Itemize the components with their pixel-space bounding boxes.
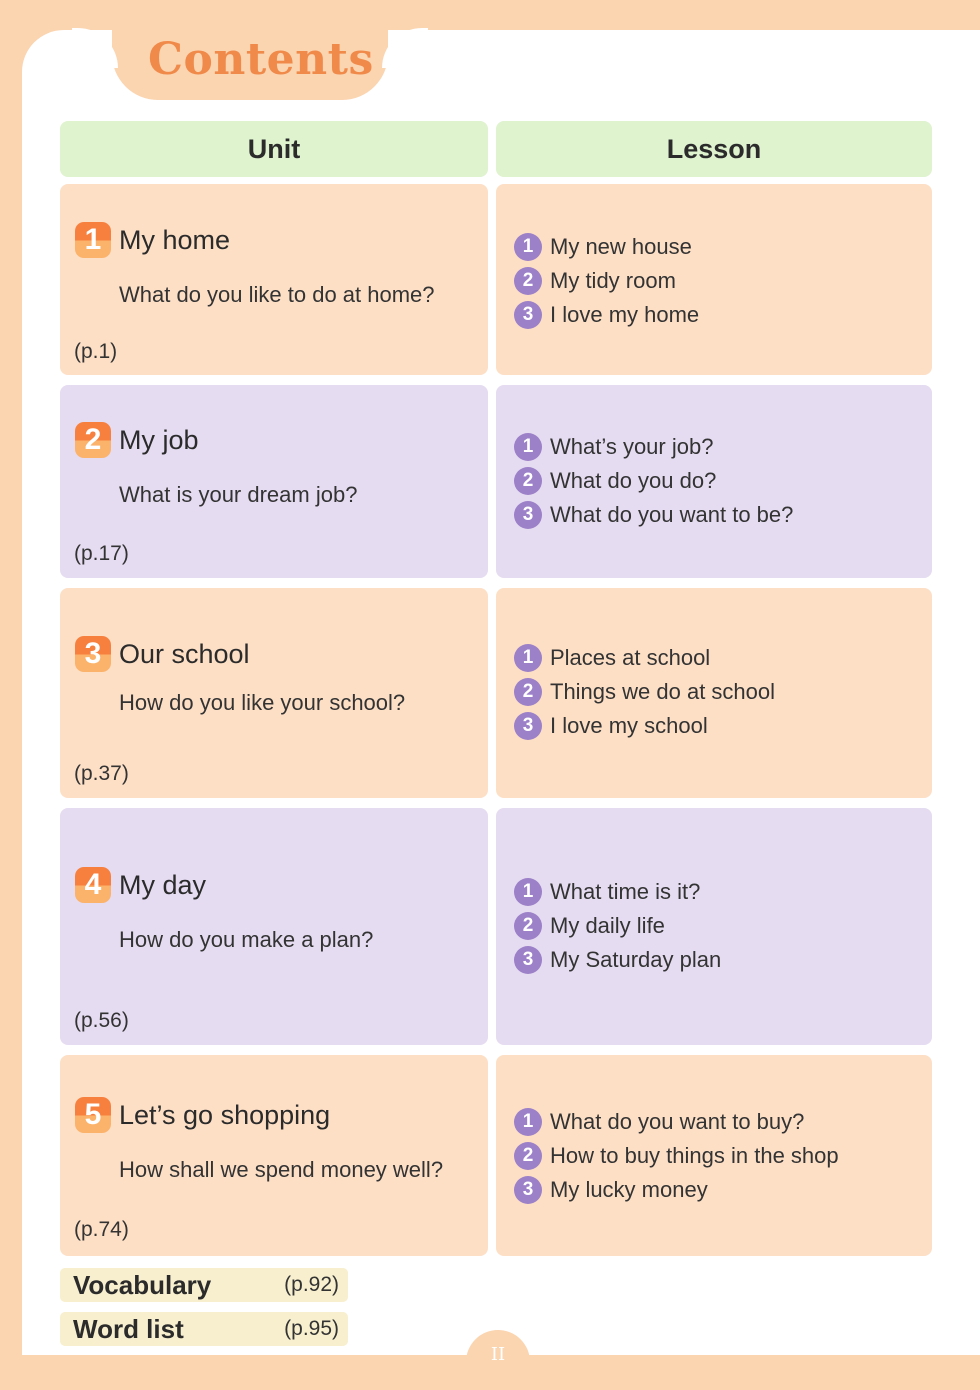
- unit-heading: [75, 636, 250, 672]
- unit-heading: [75, 422, 199, 458]
- lesson-list: [514, 1105, 839, 1207]
- extra-page-ref: (p.92): [284, 1273, 339, 1296]
- unit-page-ref: (p.1): [74, 340, 118, 363]
- lesson-number-badge: 1: [514, 644, 542, 672]
- word-list-entry: [60, 1312, 348, 1346]
- lesson-title: Things we do at school: [550, 679, 776, 704]
- lesson-title: My tidy room: [550, 268, 676, 293]
- lesson-number-badge: 2: [514, 912, 542, 940]
- lesson-cell-4: [496, 808, 932, 1045]
- unit-title: My day: [119, 869, 207, 900]
- unit-number-badge: 2: [75, 422, 111, 458]
- unit-question: What do you like to do at home?: [119, 282, 435, 307]
- unit-number-badge: 4: [75, 867, 111, 903]
- lesson-title: What’s your job?: [550, 434, 714, 459]
- unit-page-ref: (p.37): [74, 762, 129, 785]
- unit-title: Let’s go shopping: [119, 1099, 331, 1130]
- lesson-number-badge: 2: [514, 678, 542, 706]
- lesson-title: What do you do?: [550, 468, 717, 493]
- lesson-title: What time is it?: [550, 879, 701, 904]
- lesson-title: Places at school: [550, 645, 711, 670]
- unit-heading: [75, 867, 206, 903]
- lesson-list: [514, 230, 699, 332]
- lesson-title: I love my home: [550, 302, 700, 327]
- unit-title: My job: [119, 424, 199, 455]
- lesson-item: [514, 264, 699, 298]
- lesson-number-badge: 3: [514, 712, 542, 740]
- unit-number-badge: 3: [75, 636, 111, 672]
- lesson-item: [514, 430, 793, 464]
- lesson-column-header: Lesson: [496, 121, 932, 177]
- page-number-tab: [466, 1330, 530, 1390]
- unit-cell-4: [60, 808, 488, 1045]
- lesson-item: [514, 1105, 839, 1139]
- unit-number-badge: 5: [75, 1097, 111, 1133]
- lesson-cell-5: [496, 1055, 932, 1256]
- lesson-title: My daily life: [550, 913, 665, 938]
- lesson-title: My lucky money: [550, 1177, 708, 1202]
- lesson-number-badge: 1: [514, 878, 542, 906]
- extra-label: Vocabulary: [73, 1269, 212, 1300]
- lesson-title: My new house: [550, 234, 692, 259]
- unit-question: How shall we spend money well?: [119, 1157, 444, 1182]
- lesson-number-badge: 1: [514, 233, 542, 261]
- extra-page-ref: (p.95): [284, 1317, 339, 1340]
- lesson-item: [514, 943, 721, 977]
- lesson-number-badge: 2: [514, 267, 542, 295]
- unit-cell-5: [60, 1055, 488, 1256]
- lesson-item: [514, 709, 775, 743]
- lesson-item: [514, 875, 721, 909]
- lesson-number-badge: 3: [514, 946, 542, 974]
- extra-label: Word list: [73, 1313, 184, 1344]
- lesson-item: [514, 298, 699, 332]
- lesson-number-badge: 3: [514, 301, 542, 329]
- lesson-item: [514, 1173, 839, 1207]
- unit-title: Our school: [119, 638, 250, 669]
- page-title: Contents: [148, 34, 374, 85]
- unit-cell-2: [60, 385, 488, 578]
- unit-question: What is your dream job?: [119, 482, 358, 507]
- lesson-item: [514, 1139, 839, 1173]
- unit-cell-3: [60, 588, 488, 798]
- lesson-title: How to buy things in the shop: [550, 1143, 839, 1168]
- unit-page-ref: (p.17): [74, 542, 129, 565]
- unit-title: My home: [119, 224, 231, 255]
- lesson-list: [514, 875, 721, 977]
- lesson-item: [514, 675, 775, 709]
- lesson-item: [514, 464, 793, 498]
- lesson-item: [514, 641, 775, 675]
- lesson-cell-1: [496, 184, 932, 375]
- unit-heading: [75, 222, 230, 258]
- unit-page-ref: (p.56): [74, 1009, 129, 1032]
- lesson-title: My Saturday plan: [550, 947, 722, 972]
- lesson-title: What do you want to buy?: [550, 1109, 805, 1134]
- lesson-item: [514, 909, 721, 943]
- lesson-number-badge: 1: [514, 433, 542, 461]
- lesson-title: I love my school: [550, 713, 708, 738]
- lesson-list: [514, 430, 793, 532]
- unit-question: How do you like your school?: [119, 690, 406, 715]
- lesson-title: What do you want to be?: [550, 502, 794, 527]
- lesson-item: [514, 498, 793, 532]
- lesson-number-badge: 1: [514, 1108, 542, 1136]
- lesson-cell-2: [496, 385, 932, 578]
- lesson-list: [514, 641, 775, 743]
- lesson-number-badge: 2: [514, 1142, 542, 1170]
- lesson-number-badge: 3: [514, 501, 542, 529]
- unit-number-badge: 1: [75, 222, 111, 258]
- unit-heading: [75, 1097, 330, 1133]
- unit-column-header: Unit: [60, 121, 488, 177]
- page-number: II: [490, 1344, 506, 1365]
- unit-cell-1: [60, 184, 488, 375]
- unit-page-ref: (p.74): [74, 1218, 129, 1241]
- lesson-cell-3: [496, 588, 932, 798]
- vocabulary-entry: [60, 1268, 348, 1302]
- unit-question: How do you make a plan?: [119, 927, 374, 952]
- lesson-number-badge: 2: [514, 467, 542, 495]
- lesson-item: [514, 230, 699, 264]
- lesson-number-badge: 3: [514, 1176, 542, 1204]
